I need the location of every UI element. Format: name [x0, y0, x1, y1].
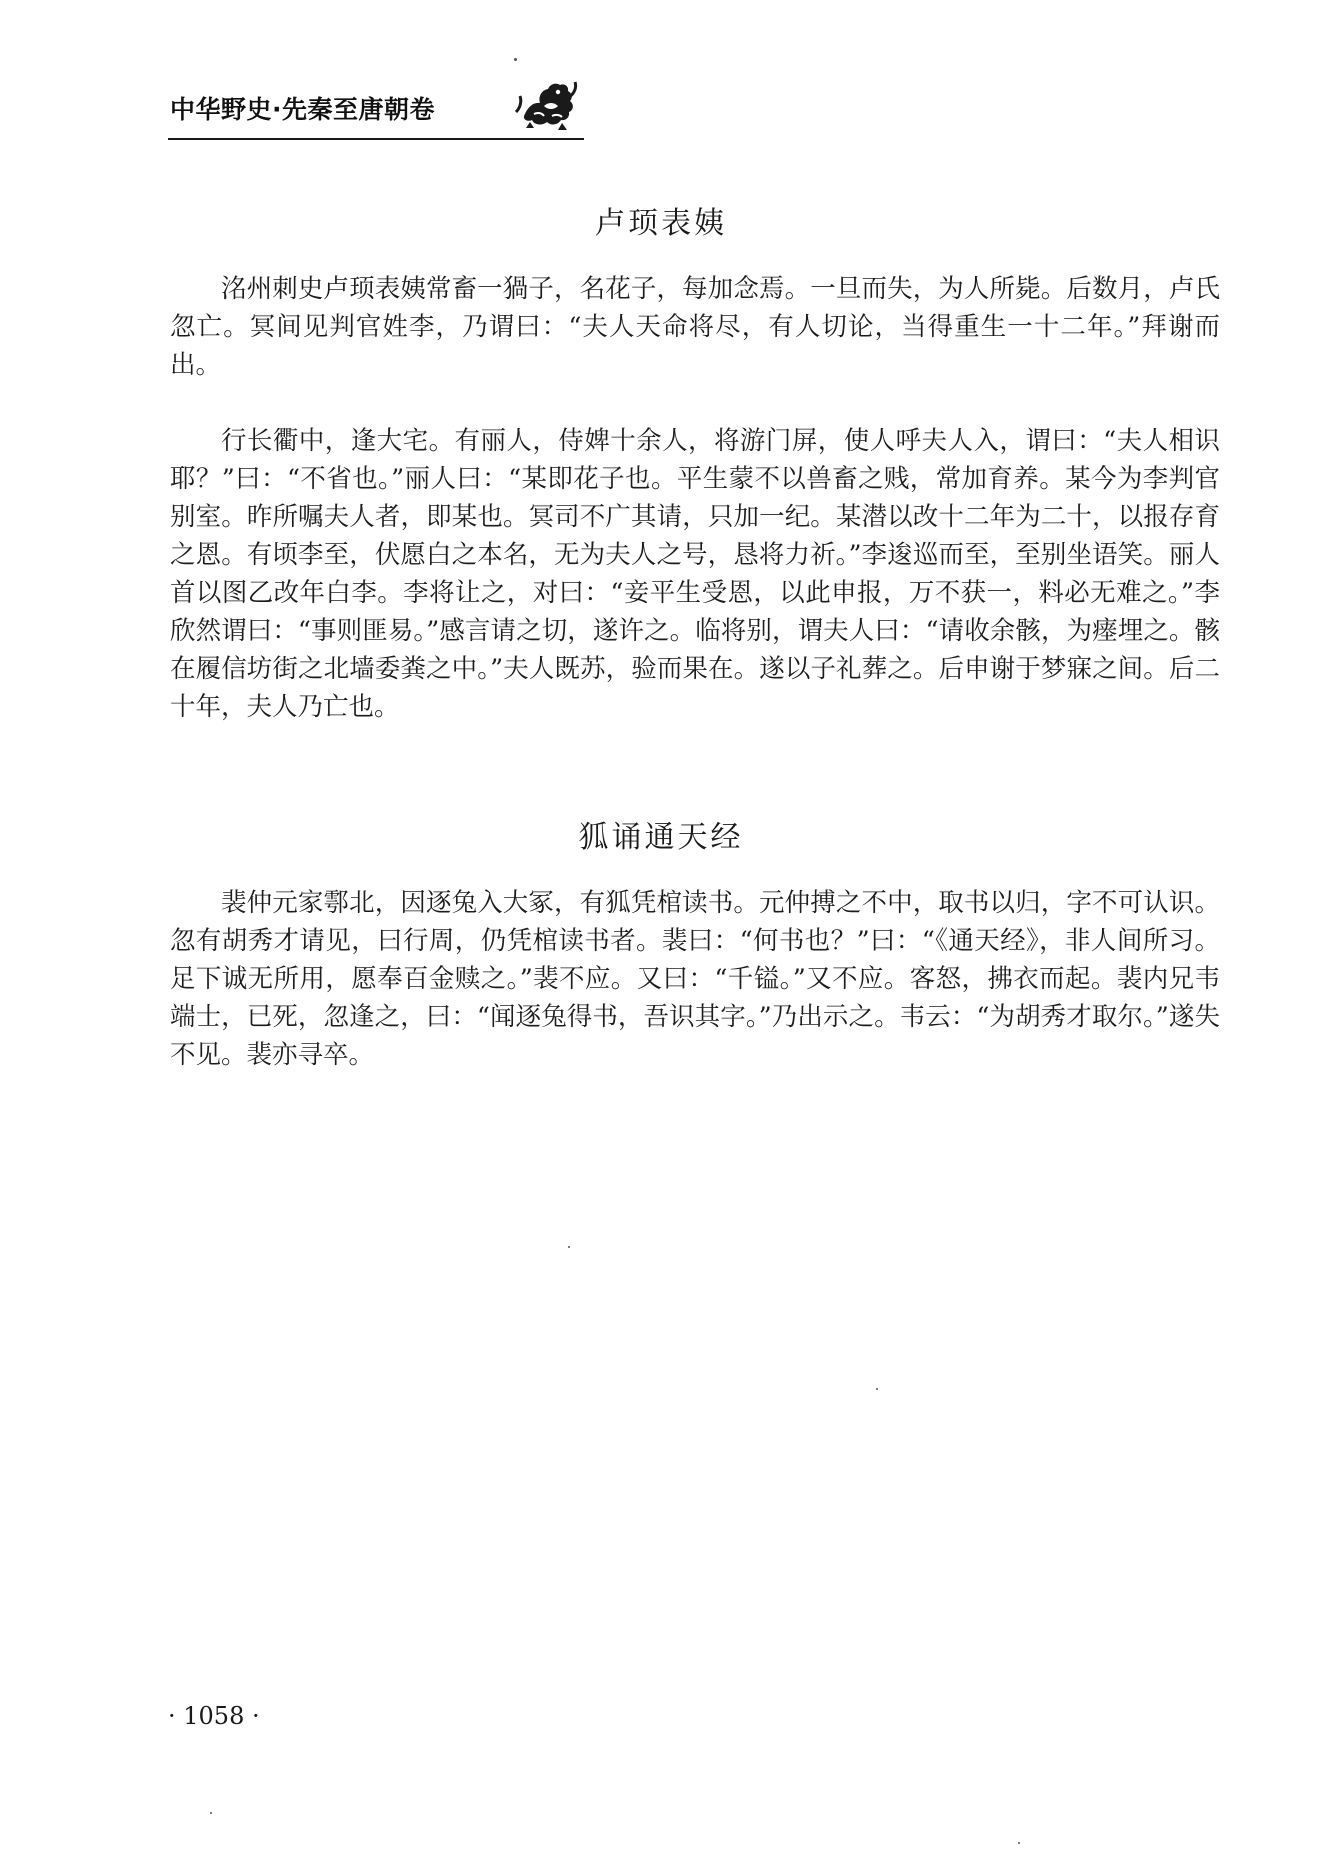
scan-speck [514, 58, 517, 61]
mythical-beast-emblem-icon [514, 72, 580, 138]
section-title-hu-song-tongtian-jing: 狐诵通天经 [578, 820, 744, 855]
scan-speck [876, 1388, 878, 1390]
paragraph: 裴仲元家鄠北，因逐兔入大冢，有狐凭棺读书。元仲搏之不中，取书以归，字不可认识。忽有胡秀才请见，曰行周，仍凭棺读书者。裴曰：“何书也？”曰：“《通天经》，非人间所习。足下诚无所用，愿奉百金赎之。”裴不应。又曰：“千镒。”又不应。客怒，拂衣而起。裴内兄韦端士，已死，忽逢之，曰：“闻逐兔得书，吾识其字。”乃出示之。韦云：“为胡秀才取尔。”遂失不见。裴亦寻卒。 [170, 888, 1220, 1070]
scan-speck [568, 1246, 570, 1248]
running-header-title: 中华野史·先秦至唐朝卷 [170, 95, 435, 124]
section-title-lu-xu-biaoyi: 卢顼表姨 [595, 206, 727, 241]
running-header [168, 78, 584, 140]
paragraph: 行长衢中，逢大宅。有丽人，侍婢十余人，将游门屏，使人呼夫人入，谓曰：“夫人相识耶？”曰：“不省也。”丽人曰：“某即花子也。平生蒙不以兽畜之贱，常加育养。某今为李判官别室。昨所嘱夫人者，即某也。冥司不广其请，只加一纪。某潜以改十二年为二十，以报存育之恩。有顷李至，伏愿白之本名，无为夫人之号，恳将力祈。”李逡巡而至，至别坐语笑。丽人首以图乙改年白李。李将让之，对曰：“妾平生受恩，以此申报，万不获一，料必无难之。”李欣然谓曰：“事则匪易。”感言请之切，遂许之。临将别，谓夫人曰：“请收余骸，为瘗埋之。骸在履信坊街之北墙委粪之中。”夫人既苏，验而果在。遂以子礼葬之。后申谢于梦寐之间。后二十年，夫人乃亡也。 [170, 426, 1220, 722]
scan-speck [1018, 1842, 1020, 1844]
scan-speck [210, 1812, 212, 1814]
paragraph: 洺州刺史卢顼表姨常畜一猧子，名花子，每加念焉。一旦而失，为人所毙。后数月，卢氏忽亡。冥间见判官姓李，乃谓曰：“夫人天命将尽，有人切论，当得重生一十二年。”拜谢而出。 [170, 274, 1220, 380]
page-number: · 1058 · [168, 1702, 260, 1730]
